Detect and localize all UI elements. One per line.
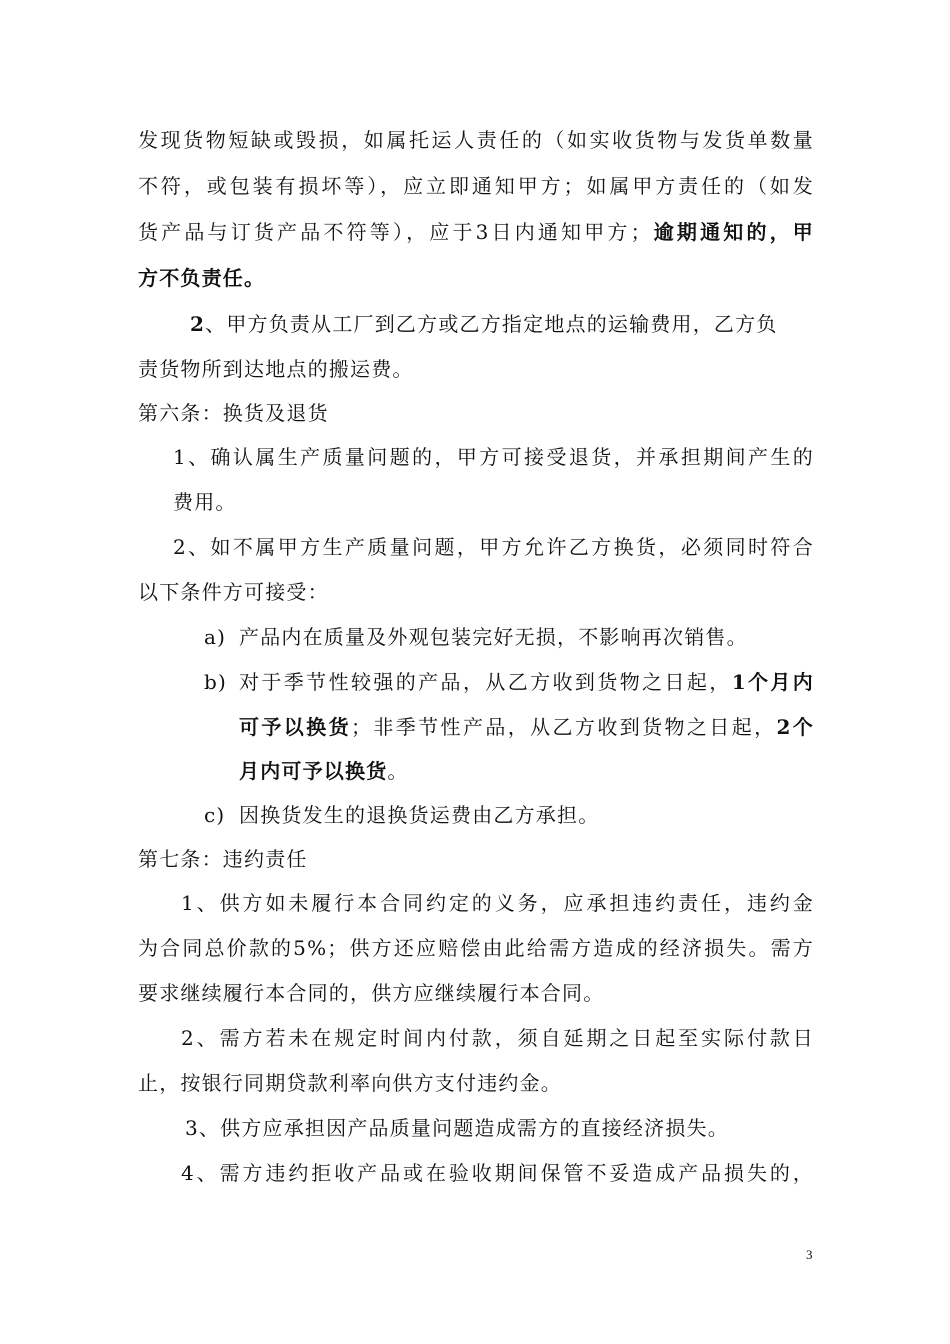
paragraph-line: 发现货物短缺或毁损，如属托运人责任的（如实收货物与发货单数量 [138, 128, 814, 152]
paragraph-line [138, 217, 814, 247]
text-run: 、甲方负责从工厂到乙方或乙方指定地点的运输费用，乙方负 [205, 312, 778, 336]
paragraph-line: 1、确认属生产质量问题的，甲方可接受退货，并承担期间产生的 [173, 445, 814, 469]
paragraph-line: 2、需方若未在规定时间内付款，须自延期之日起至实际付款日 [181, 1026, 814, 1050]
paragraph-line: 要求继续履行本合同的，供方应继续履行本合同。 [138, 981, 605, 1005]
paragraph-line: 责货物所到达地点的搬运费。 [138, 357, 414, 381]
paragraph-line: 以下条件方可接受： [138, 580, 329, 604]
bold-text-run: 2个 [776, 715, 814, 739]
paragraph-line: 费用。 [173, 490, 237, 514]
list-item-label: b) [204, 670, 228, 694]
list-item-text [239, 667, 814, 697]
paragraph-line: 止，按银行同期贷款利率向供方支付违约金。 [138, 1071, 562, 1095]
list-item-text [239, 756, 814, 786]
list-item-label: c) [204, 803, 226, 827]
list-item-label: a) [204, 625, 227, 649]
bold-text-run: 月内可予以换货 [239, 759, 388, 783]
list-item-text: 产品内在质量及外观包装完好无损，不影响再次销售。 [239, 625, 748, 649]
bold-text-run: 逾期通知的，甲 [651, 220, 815, 244]
text-run: 对于季节性较强的产品，从乙方收到货物之日起， [239, 670, 732, 694]
paragraph-line: 不符，或包装有损坏等），应立即通知甲方；如属甲方责任的（如发 [138, 174, 814, 198]
text-run: ；非季节性产品，从乙方收到货物之日起， [350, 715, 777, 739]
paragraph-line: 3、供方应承担因产品质量问题造成需方的直接经济损失。 [185, 1116, 729, 1140]
section-heading-7: 第七条：违约责任 [138, 847, 308, 871]
list-item-text [239, 712, 814, 742]
text-run: 货产品与订货产品不符等），应于3日内通知甲方； [138, 220, 652, 244]
paragraph-line: 4、需方违约拒收产品或在验收期间保管不妥造成产品损失的， [181, 1161, 814, 1185]
item-number: 2 [190, 312, 206, 336]
page-number: 3 [806, 1247, 813, 1262]
bold-text-run: 可予以换货 [239, 715, 351, 739]
bold-text-run: 1个月内 [731, 670, 815, 694]
list-item-text: 因换货发生的退换货运费由乙方承担。 [239, 803, 600, 827]
paragraph-line: 为合同总价款的5%；供方还应赔偿由此给需方造成的经济损失。需方 [138, 936, 814, 960]
paragraph-line [190, 309, 814, 339]
paragraph-line: 2、如不属甲方生产质量问题，甲方允许乙方换货，必须同时符合 [173, 535, 814, 559]
section-heading-6: 第六条：换货及退货 [138, 401, 329, 425]
text-run: 。 [387, 759, 409, 783]
paragraph-line: 1、供方如未履行本合同约定的义务，应承担违约责任，违约金 [181, 891, 814, 915]
paragraph-line-bold: 方不负责任。 [138, 266, 266, 290]
